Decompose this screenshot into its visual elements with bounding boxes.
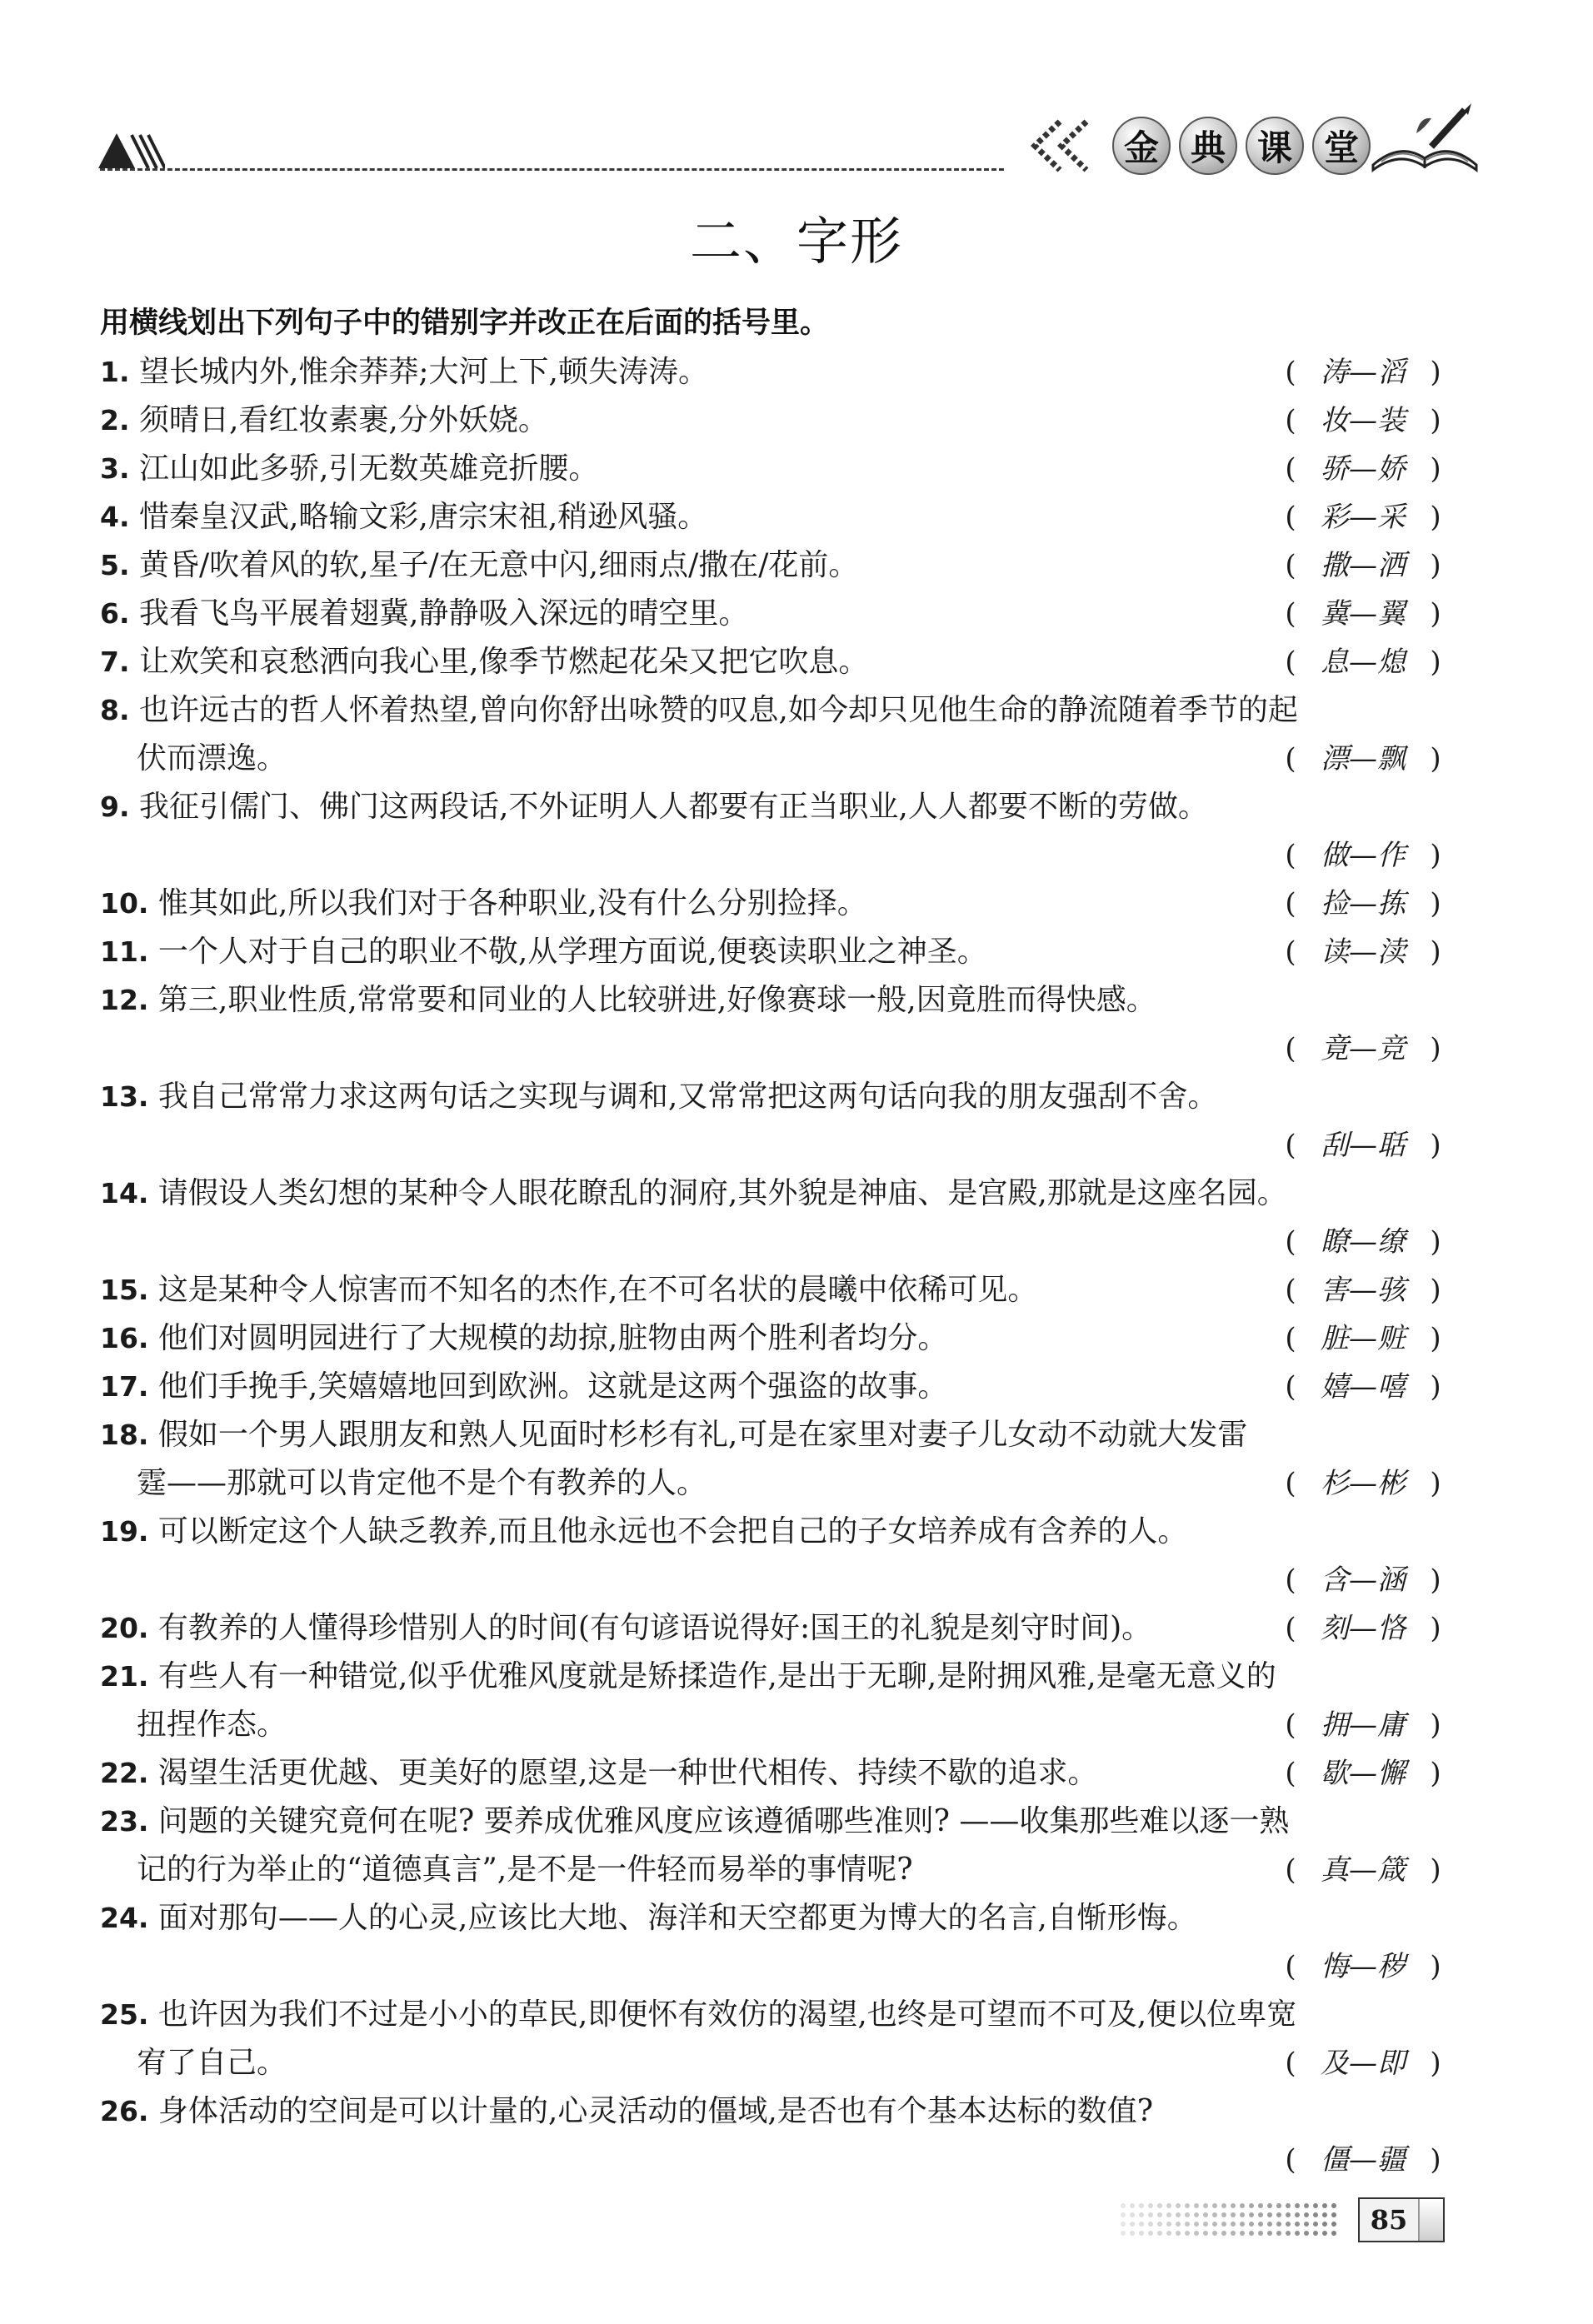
exercise-item <box>100 1604 1450 1653</box>
bracket-open: ( <box>1285 646 1296 679</box>
exercise-item <box>100 396 1450 445</box>
answer-correction: 骄—娇 <box>1321 452 1406 486</box>
answer-bracket <box>1276 348 1450 396</box>
bracket-close: ) <box>1430 1467 1441 1500</box>
answer-correction: 息—熄 <box>1321 646 1406 679</box>
item-number: 3. <box>100 452 130 485</box>
item-text: 他们对圆明园进行了大规模的劫掠,脏物由两个胜利者均分。 <box>157 1321 948 1355</box>
bracket-open: ( <box>1285 1322 1296 1355</box>
exercise-item-continuation <box>100 2039 1450 2087</box>
answer-correction: 撒—洒 <box>1321 549 1406 582</box>
answer-bracket <box>1276 2136 1450 2184</box>
item-text: 我自己常常力求这两句话之实现与调和,又常常把这两句话向我的朋友强刮不舍。 <box>157 1080 1218 1114</box>
book-pencil-icon <box>1366 100 1483 175</box>
double-chevron-left-icon <box>1023 117 1106 175</box>
item-number: 11. <box>100 935 149 968</box>
exercise-item <box>100 1363 1450 1411</box>
bracket-open: ( <box>1285 1129 1296 1162</box>
exercise-item <box>100 976 1450 1025</box>
answer-bracket <box>1276 1604 1450 1653</box>
item-number: 2. <box>100 404 130 436</box>
exercise-list <box>100 348 1450 2184</box>
item-number: 20. <box>100 1612 149 1644</box>
bracket-close: ) <box>1430 2143 1441 2177</box>
answer-bracket <box>1276 445 1450 493</box>
bracket-open: ( <box>1285 1950 1296 1983</box>
answer-correction: 拥—庸 <box>1321 1708 1406 1742</box>
item-text: 惟其如此,所以我们对于各种职业,没有什么分别捡择。 <box>157 886 867 920</box>
bracket-open: ( <box>1285 1757 1296 1790</box>
item-text: 第三,职业性质,常常要和同业的人比较骈进,好像赛球一般,因竟胜而得快感。 <box>157 983 1156 1017</box>
exercise-item <box>100 1169 1450 1218</box>
item-number: 1. <box>100 356 130 388</box>
bracket-close: ) <box>1430 1370 1441 1404</box>
bracket-open: ( <box>1285 501 1296 534</box>
bracket-open: ( <box>1285 1032 1296 1065</box>
answer-correction: 瞭—缭 <box>1321 1225 1406 1259</box>
answer-line <box>100 1121 1450 1169</box>
answer-bracket <box>1276 1025 1450 1073</box>
item-text: 问题的关键究竟何在呢? 要养成优雅风度应该遵循哪些准则? ——收集那些难以逐一熟 <box>157 1804 1290 1838</box>
item-number: 18. <box>100 1419 149 1451</box>
answer-bracket <box>1276 1556 1450 1604</box>
exercise-item <box>100 1749 1450 1798</box>
item-text: 有教养的人懂得珍惜别人的时间(有句谚语说得好:国王的礼貌是刻守时间)。 <box>157 1611 1152 1645</box>
item-number: 13. <box>100 1080 149 1113</box>
page-tab-icon <box>1418 2199 1443 2241</box>
item-text: 渴望生活更优越、更美好的愿望,这是一种世代相传、持续不歇的追求。 <box>157 1756 1098 1790</box>
exercise-item <box>100 1508 1450 1556</box>
bracket-close: ) <box>1430 1225 1441 1259</box>
exercise-item <box>100 445 1450 493</box>
answer-bracket <box>1276 735 1450 783</box>
item-number: 22. <box>100 1757 149 1789</box>
answer-correction: 真—箴 <box>1321 1853 1406 1887</box>
bracket-open: ( <box>1285 935 1296 969</box>
answer-correction: 刮—聒 <box>1321 1129 1406 1162</box>
exercise-item <box>100 880 1450 928</box>
bracket-close: ) <box>1430 1129 1441 1162</box>
answer-correction: 竟—竞 <box>1321 1032 1406 1065</box>
answer-correction: 歇—懈 <box>1321 1757 1406 1790</box>
answer-bracket <box>1276 1363 1450 1411</box>
exercise-item <box>100 686 1450 735</box>
answer-bracket <box>1276 2039 1450 2087</box>
page-header <box>0 0 1593 183</box>
item-text: 我征引儒门、佛门这两段话,不外证明人人都要有正当职业,人人都要不断的劳做。 <box>138 790 1208 824</box>
answer-correction: 杉—彬 <box>1321 1467 1406 1500</box>
answer-correction: 嬉—嘻 <box>1321 1370 1406 1404</box>
exercise-item <box>100 1073 1450 1121</box>
bracket-close: ) <box>1430 2047 1441 2080</box>
bracket-open: ( <box>1285 452 1296 486</box>
bracket-open: ( <box>1285 356 1296 389</box>
header-divider <box>100 168 1004 171</box>
bracket-open: ( <box>1285 1853 1296 1887</box>
item-number: 4. <box>100 501 130 533</box>
answer-correction: 做—作 <box>1321 839 1406 872</box>
exercise-item-continuation <box>100 735 1450 783</box>
item-text: 也许因为我们不过是小小的草民,即便怀有效仿的渴望,也终是可望而不可及,便以位卑宽 <box>157 1997 1297 2032</box>
exercise-item <box>100 1798 1450 1846</box>
item-number: 26. <box>100 2095 149 2127</box>
answer-correction: 漂—飘 <box>1321 742 1406 775</box>
answer-bracket <box>1276 493 1450 541</box>
exercise-item <box>100 493 1450 541</box>
bracket-close: ) <box>1430 1274 1441 1307</box>
item-text: 惜秦皇汉武,略输文彩,唐宗宋祖,稍逊风骚。 <box>138 500 708 534</box>
exercise-item <box>100 2087 1450 2136</box>
bracket-close: ) <box>1430 1853 1441 1887</box>
exercise-item-continuation <box>100 1701 1450 1749</box>
item-number: 5. <box>100 549 130 581</box>
exercise-item <box>100 348 1450 396</box>
answer-line <box>100 831 1450 880</box>
answer-bracket <box>1276 1266 1450 1314</box>
bracket-open: ( <box>1285 1563 1296 1597</box>
exercise-item <box>100 1991 1450 2039</box>
bracket-open: ( <box>1285 1370 1296 1404</box>
item-text: 霆——那就可以肯定他不是个有教养的人。 <box>137 1466 707 1500</box>
answer-correction: 含—涵 <box>1321 1563 1406 1597</box>
item-text: 一个人对于自己的职业不敬,从学理方面说,便亵读职业之神圣。 <box>157 935 987 969</box>
exercise-item <box>100 541 1450 590</box>
item-number: 10. <box>100 887 149 920</box>
answer-bracket <box>1276 1218 1450 1266</box>
item-number: 21. <box>100 1660 149 1693</box>
answer-correction: 僵—疆 <box>1321 2143 1406 2177</box>
answer-bracket <box>1276 1749 1450 1798</box>
answer-bracket <box>1276 1942 1450 1991</box>
answer-bracket <box>1276 396 1450 445</box>
item-number: 17. <box>100 1370 149 1403</box>
brand-char: 课 <box>1246 117 1304 175</box>
answer-correction: 刻—恪 <box>1321 1612 1406 1645</box>
dot-pattern-decoration <box>1116 2199 1350 2241</box>
answer-bracket <box>1276 880 1450 928</box>
bracket-open: ( <box>1285 887 1296 920</box>
answer-line <box>100 1218 1450 1266</box>
item-number: 14. <box>100 1177 149 1209</box>
answer-bracket <box>1276 590 1450 638</box>
answer-bracket <box>1276 1846 1450 1894</box>
bracket-close: ) <box>1430 742 1441 775</box>
item-text: 伏而漂逸。 <box>137 741 287 775</box>
brand-char: 金 <box>1112 117 1171 175</box>
item-text: 让欢笑和哀愁洒向我心里,像季节燃起花朵又把它吹息。 <box>138 645 869 679</box>
answer-bracket <box>1276 1459 1450 1508</box>
exercise-item <box>100 1411 1450 1459</box>
answer-bracket <box>1276 541 1450 590</box>
bracket-open: ( <box>1285 1708 1296 1742</box>
item-number: 19. <box>100 1515 149 1548</box>
page-number: 85 <box>1370 2204 1408 2236</box>
item-text: 宥了自己。 <box>137 2046 287 2080</box>
exercise-item <box>100 638 1450 686</box>
answer-correction: 涛—滔 <box>1321 356 1406 389</box>
answer-bracket <box>1276 831 1450 880</box>
triangle-stripes-icon <box>98 132 165 168</box>
page-title: 二、字形 <box>689 211 903 272</box>
item-text: 须晴日,看红妆素裹,分外妖娆。 <box>138 403 548 437</box>
item-text: 也许远古的哲人怀着热望,曾向你舒出咏赞的叹息,如今却只见他生命的静流随着季节的起 <box>138 693 1298 727</box>
exercise-item-continuation <box>100 1846 1450 1894</box>
bracket-close: ) <box>1430 1950 1441 1983</box>
answer-correction: 脏—赃 <box>1321 1322 1406 1355</box>
answer-correction: 妆—装 <box>1321 404 1406 437</box>
item-text: 我看飞鸟平展着翅冀,静静吸入深远的晴空里。 <box>138 596 749 631</box>
item-number: 25. <box>100 1998 149 2031</box>
item-number: 7. <box>100 646 130 678</box>
bracket-open: ( <box>1285 597 1296 631</box>
instruction-text: 用横线划出下列句子中的错别字并改正在后面的括号里。 <box>100 307 830 340</box>
item-number: 9. <box>100 790 130 823</box>
bracket-open: ( <box>1285 1612 1296 1645</box>
item-text: 身体活动的空间是可以计量的,心灵活动的僵域,是否也有个基本达标的数值? <box>157 2094 1154 2128</box>
bracket-close: ) <box>1430 1708 1441 1742</box>
bracket-close: ) <box>1430 1563 1441 1597</box>
exercise-item-continuation <box>100 1459 1450 1508</box>
item-text: 请假设人类幻想的某种令人眼花瞭乱的洞府,其外貌是神庙、是宫殿,那就是这座名园。 <box>157 1176 1287 1210</box>
bracket-close: ) <box>1430 839 1441 872</box>
bracket-close: ) <box>1430 1322 1441 1355</box>
exercise-item <box>100 1653 1450 1701</box>
answer-correction: 捡—拣 <box>1321 887 1406 920</box>
bracket-close: ) <box>1430 597 1441 631</box>
bracket-close: ) <box>1430 1757 1441 1790</box>
item-text: 面对那句——人的心灵,应该比大地、海洋和天空都更为博大的名言,自惭形悔。 <box>157 1901 1197 1935</box>
exercise-item <box>100 590 1450 638</box>
bracket-close: ) <box>1430 404 1441 437</box>
bracket-close: ) <box>1430 549 1441 582</box>
exercise-item <box>100 783 1450 831</box>
item-text: 扭捏作态。 <box>137 1708 287 1742</box>
answer-correction: 彩—采 <box>1321 501 1406 534</box>
answer-correction: 冀—翼 <box>1321 597 1406 631</box>
bracket-close: ) <box>1430 501 1441 534</box>
answer-bracket <box>1276 1701 1450 1749</box>
item-text: 可以断定这个人缺乏教养,而且他永远也不会把自己的子女培养成有含养的人。 <box>157 1514 1188 1549</box>
answer-bracket <box>1276 1314 1450 1363</box>
bracket-open: ( <box>1285 2047 1296 2080</box>
answer-bracket <box>1276 928 1450 976</box>
brand-char: 堂 <box>1312 117 1371 175</box>
answer-correction: 读—渎 <box>1321 935 1406 969</box>
item-text: 这是某种令人惊害而不知名的杰作,在不可名状的晨曦中依稀可见。 <box>157 1273 1038 1307</box>
bracket-open: ( <box>1285 1274 1296 1307</box>
bracket-open: ( <box>1285 2143 1296 2177</box>
exercise-item <box>100 928 1450 976</box>
item-number: 8. <box>100 694 130 726</box>
item-text: 江山如此多骄,引无数英雄竞折腰。 <box>138 451 599 486</box>
item-text: 假如一个男人跟朋友和熟人见面时杉杉有礼,可是在家里对妻子儿女动不动就大发雷 <box>157 1418 1248 1452</box>
bracket-open: ( <box>1285 1225 1296 1259</box>
item-number: 23. <box>100 1805 149 1838</box>
item-number: 6. <box>100 597 130 630</box>
item-text: 有些人有一种错觉,似乎优雅风度就是矫揉造作,是出于无聊,是附拥风雅,是毫无意义的 <box>157 1659 1276 1693</box>
answer-line <box>100 1556 1450 1604</box>
bracket-close: ) <box>1430 356 1441 389</box>
answer-bracket <box>1276 638 1450 686</box>
item-text: 黄昏/吹着风的软,星子/在无意中闪,细雨点/撒在/花前。 <box>138 548 859 582</box>
bracket-close: ) <box>1430 452 1441 486</box>
exercise-item <box>100 1314 1450 1363</box>
exercise-item <box>100 1894 1450 1942</box>
item-number: 24. <box>100 1902 149 1934</box>
bracket-close: ) <box>1430 1032 1441 1065</box>
bracket-open: ( <box>1285 1467 1296 1500</box>
item-text: 他们手挽手,笑嬉嬉地回到欧洲。这就是这两个强盗的故事。 <box>157 1369 948 1404</box>
bracket-close: ) <box>1430 935 1441 969</box>
brand-logo <box>1112 117 1371 175</box>
item-number: 12. <box>100 984 149 1016</box>
answer-correction: 悔—秽 <box>1321 1950 1406 1983</box>
brand-char: 典 <box>1179 117 1237 175</box>
bracket-close: ) <box>1430 1612 1441 1645</box>
bracket-open: ( <box>1285 404 1296 437</box>
item-text: 记的行为举止的“道德真言”,是不是一件轻而易举的事情呢? <box>137 1853 913 1887</box>
item-number: 16. <box>100 1322 149 1354</box>
answer-line <box>100 2136 1450 2184</box>
bracket-open: ( <box>1285 839 1296 872</box>
answer-line <box>100 1942 1450 1991</box>
answer-bracket <box>1276 1121 1450 1169</box>
answer-correction: 及—即 <box>1321 2047 1406 2080</box>
bracket-close: ) <box>1430 887 1441 920</box>
bracket-open: ( <box>1285 549 1296 582</box>
item-text: 望长城内外,惟余莽莽;大河上下,顿失涛涛。 <box>138 355 708 389</box>
answer-line <box>100 1025 1450 1073</box>
exercise-item <box>100 1266 1450 1314</box>
page-number-box <box>1358 2197 1445 2242</box>
item-number: 15. <box>100 1274 149 1306</box>
bracket-open: ( <box>1285 742 1296 775</box>
bracket-close: ) <box>1430 646 1441 679</box>
answer-correction: 害—骇 <box>1321 1274 1406 1307</box>
